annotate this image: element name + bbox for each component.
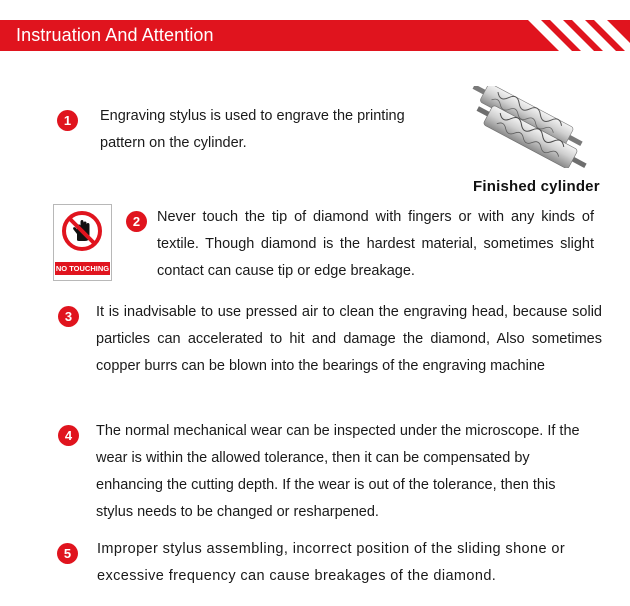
item-number-badge: 4 [58,425,79,446]
item-5-text: Improper stylus assembling, incorrect position of the sliding shone or excessive frequency can cause breakages of the diamond. [97,541,566,584]
figure-caption: Finished cylinder [473,178,600,195]
item-number-badge: 3 [58,306,79,327]
item-4-text: The normal mechanical wear can be inspected under the microscope. If the wear is within the allowed tolerance, then it can be compensated by enhancing the cutting depth. If the wear is out of the tolerance, then this stylus needs to be changed or resharpened. [96,423,580,520]
item-1-text: Engraving stylus is used to engrave the printing pattern on the cylinder. [100,108,405,151]
finished-cylinder-image [464,86,594,168]
item-number-badge: 5 [57,543,78,564]
header-stripes-decoration [510,20,630,51]
sign-label: NO TOUCHING [55,264,110,273]
item-number-badge: 1 [57,110,78,131]
no-touching-sign [53,204,112,281]
item-2-text: Never touch the tip of diamond with fingers or with any kinds of textile. Though diamond is the hardest material, sometimes slight contact can cause tip or edge breakage. [157,209,594,279]
section-header [0,20,630,51]
item-number-badge: 2 [126,211,147,232]
item-3-text: It is inadvisable to use pressed air to clean the engraving head, because solid particles can accelerated to hit and damage the diamond, Also sometimes copper burrs can be blown into the bearings of the engraving machine [96,304,602,374]
section-title: Instruation And Attention [16,25,214,45]
no-touch-prohibition-icon [61,210,103,252]
